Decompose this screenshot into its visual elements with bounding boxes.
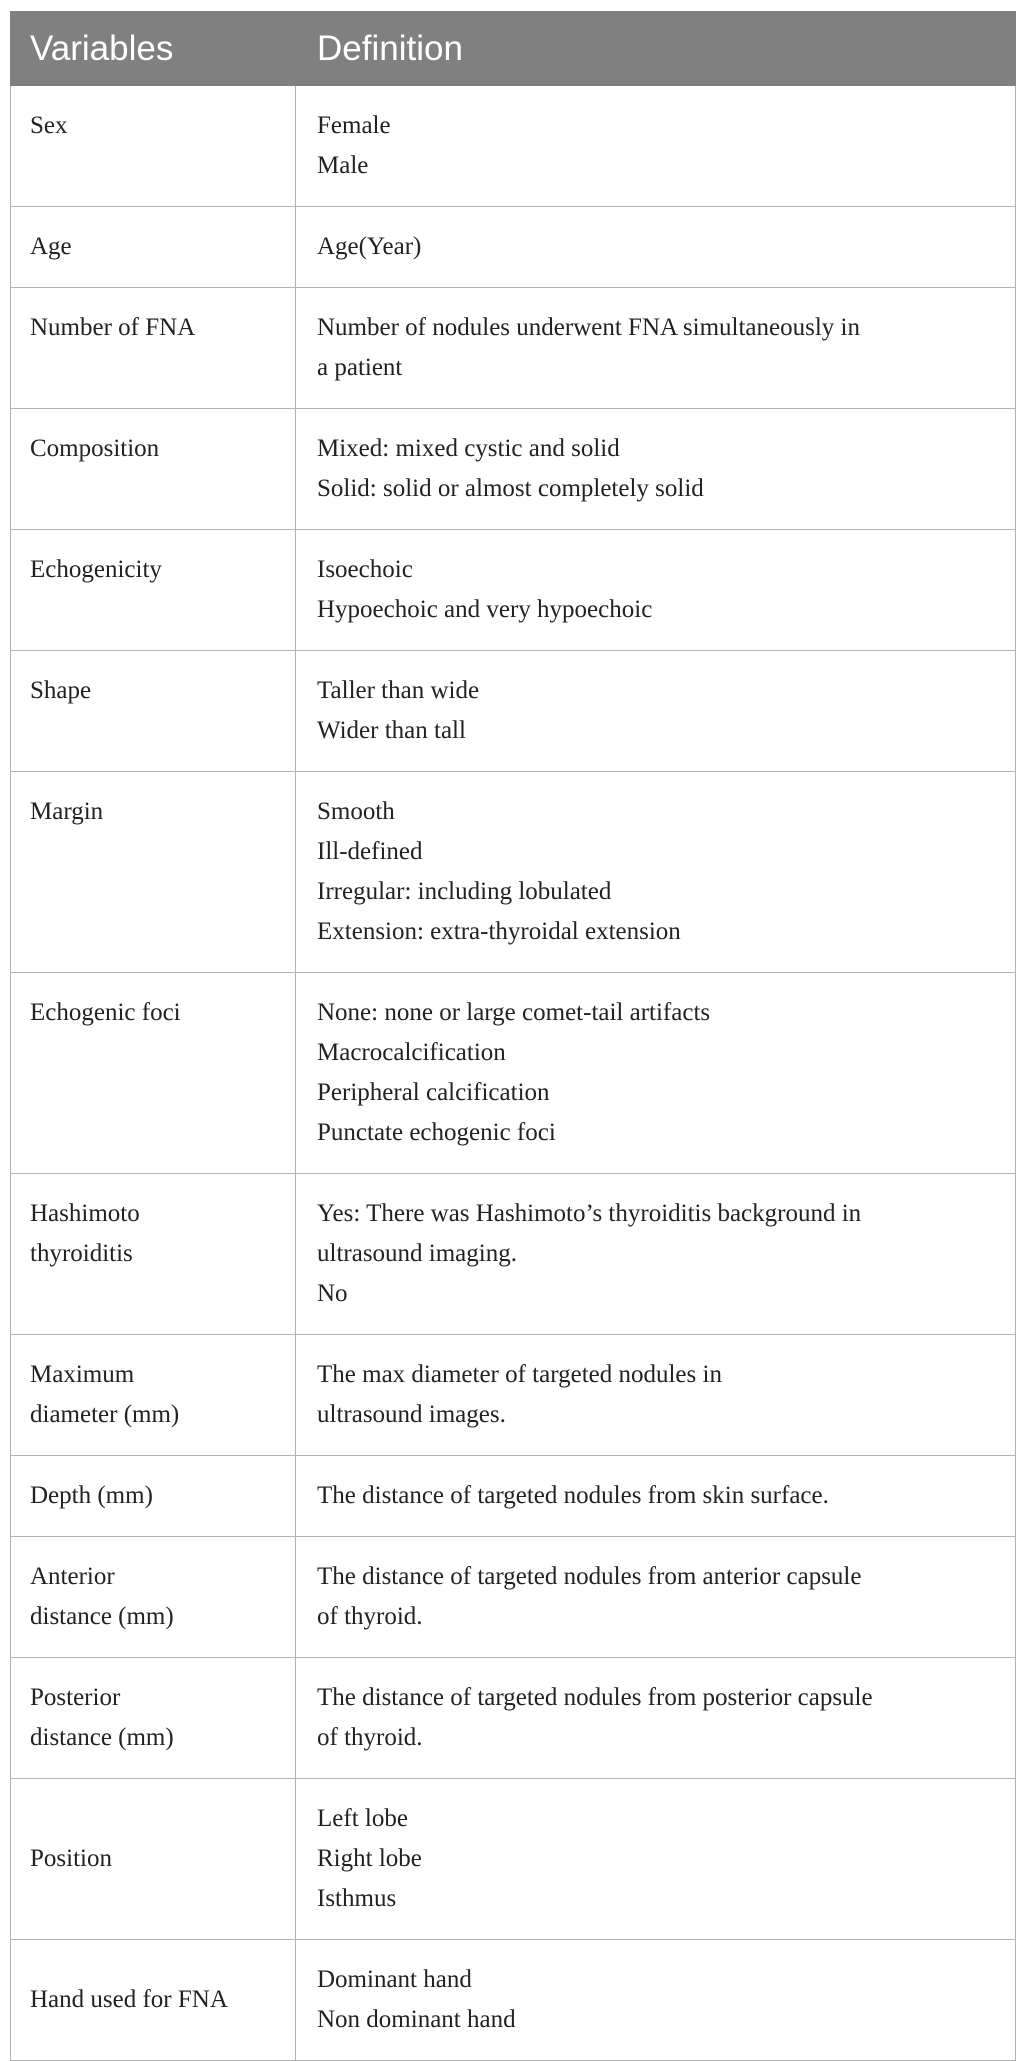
definition-line: Smooth [317, 798, 395, 825]
variable-cell [11, 1335, 296, 1456]
table-row [11, 973, 1016, 1174]
table-row [11, 772, 1016, 973]
variable-text: Position [30, 1845, 112, 1872]
variable-text: Shape [30, 677, 92, 704]
definition-line: None: none or large comet-tail artifacts [317, 999, 711, 1026]
table-row [11, 530, 1016, 651]
definition-line: The distance of targeted nodules from anterior capsule [317, 1563, 862, 1590]
table-body [11, 86, 1016, 2061]
definition-line: Solid: solid or almost completely solid [317, 475, 704, 502]
definition-line: Left lobe [317, 1805, 408, 1832]
variable-cell [11, 1779, 296, 1940]
definition-line: Non dominant hand [317, 2006, 516, 2033]
definition-line: Number of nodules underwent FNA simultaneously in [317, 314, 860, 341]
definition-cell [296, 772, 1016, 973]
variable-text: distance (mm) [30, 1603, 174, 1630]
header-variables: Variables [11, 12, 296, 86]
definition-cell [296, 1456, 1016, 1537]
table-row [11, 651, 1016, 772]
table-row [11, 1658, 1016, 1779]
variable-cell [11, 1658, 296, 1779]
definition-line: Hypoechoic and very hypoechoic [317, 596, 653, 623]
header-row [11, 12, 1016, 86]
variable-text: Echogenic foci [30, 999, 181, 1026]
definition-line: Age(Year) [317, 233, 422, 260]
definition-line: Punctate echogenic foci [317, 1119, 556, 1146]
definition-line: ultrasound imaging. [317, 1240, 517, 1267]
definition-line: Isoechoic [317, 556, 413, 583]
definition-cell [296, 288, 1016, 409]
variable-text: Depth (mm) [30, 1482, 153, 1509]
definition-line: The distance of targeted nodules from posterior capsule [317, 1684, 873, 1711]
definition-cell [296, 651, 1016, 772]
variable-cell [11, 1174, 296, 1335]
variable-cell [11, 207, 296, 288]
table-row [11, 288, 1016, 409]
definition-line: Extension: extra-thyroidal extension [317, 918, 681, 945]
definition-line: Dominant hand [317, 1966, 472, 1993]
variable-text: diameter (mm) [30, 1401, 180, 1428]
definition-cell [296, 1335, 1016, 1456]
definition-line: The distance of targeted nodules from skin surface. [317, 1482, 829, 1509]
definition-line: Wider than tall [317, 717, 466, 744]
variables-table [10, 11, 1016, 2061]
table-row [11, 1335, 1016, 1456]
definition-cell [296, 1658, 1016, 1779]
variable-cell [11, 288, 296, 409]
variable-cell [11, 651, 296, 772]
table-row [11, 1456, 1016, 1537]
definition-cell [296, 1940, 1016, 2061]
table-header [11, 12, 1016, 86]
variable-cell [11, 1940, 296, 2061]
table-row [11, 1779, 1016, 1940]
definition-cell [296, 207, 1016, 288]
table-row [11, 409, 1016, 530]
variable-text: Echogenicity [30, 556, 162, 583]
definition-line: a patient [317, 354, 403, 381]
definition-cell [296, 530, 1016, 651]
definition-cell [296, 86, 1016, 207]
definition-line: Yes: There was Hashimoto’s thyroiditis background in [317, 1200, 862, 1227]
table-row [11, 207, 1016, 288]
variable-text: thyroiditis [30, 1240, 133, 1267]
definition-line: No [317, 1280, 348, 1307]
variable-text: Hand used for FNA [30, 1986, 228, 2013]
table-row [11, 1174, 1016, 1335]
definition-line: Macrocalcification [317, 1039, 506, 1066]
definition-line: Right lobe [317, 1845, 422, 1872]
definition-line: Isthmus [317, 1885, 397, 1912]
definition-line: Mixed: mixed cystic and solid [317, 435, 620, 462]
definition-line: of thyroid. [317, 1603, 423, 1630]
definition-cell [296, 1779, 1016, 1940]
variable-text: Composition [30, 435, 160, 462]
variable-cell [11, 409, 296, 530]
variable-cell [11, 1537, 296, 1658]
variable-cell [11, 772, 296, 973]
definition-line: Female [317, 112, 391, 139]
table-row [11, 1537, 1016, 1658]
definition-line: Peripheral calcification [317, 1079, 550, 1106]
variable-cell [11, 530, 296, 651]
definition-line: The max diameter of targeted nodules in [317, 1361, 722, 1388]
variable-text: distance (mm) [30, 1724, 174, 1751]
definition-cell [296, 1537, 1016, 1658]
variable-cell [11, 86, 296, 207]
table-row [11, 1940, 1016, 2061]
definition-line: Male [317, 152, 369, 179]
variable-text: Age [30, 233, 72, 260]
definition-line: Ill-defined [317, 838, 423, 865]
variables-table-container [10, 11, 1015, 2061]
definition-line: Irregular: including lobulated [317, 878, 612, 905]
definition-line: ultrasound images. [317, 1401, 506, 1428]
definition-line: of thyroid. [317, 1724, 423, 1751]
variable-cell [11, 973, 296, 1174]
definition-line: Taller than wide [317, 677, 480, 704]
definition-cell [296, 973, 1016, 1174]
variable-text: Sex [30, 112, 68, 139]
variable-text: Margin [30, 798, 104, 825]
variable-text: Anterior [30, 1563, 115, 1590]
definition-cell [296, 409, 1016, 530]
variable-text: Number of FNA [30, 314, 196, 341]
variable-text: Hashimoto [30, 1200, 140, 1227]
definition-cell [296, 1174, 1016, 1335]
variable-text: Maximum [30, 1361, 135, 1388]
table-row [11, 86, 1016, 207]
variable-cell [11, 1456, 296, 1537]
header-definition: Definition [296, 12, 1016, 86]
variable-text: Posterior [30, 1684, 121, 1711]
